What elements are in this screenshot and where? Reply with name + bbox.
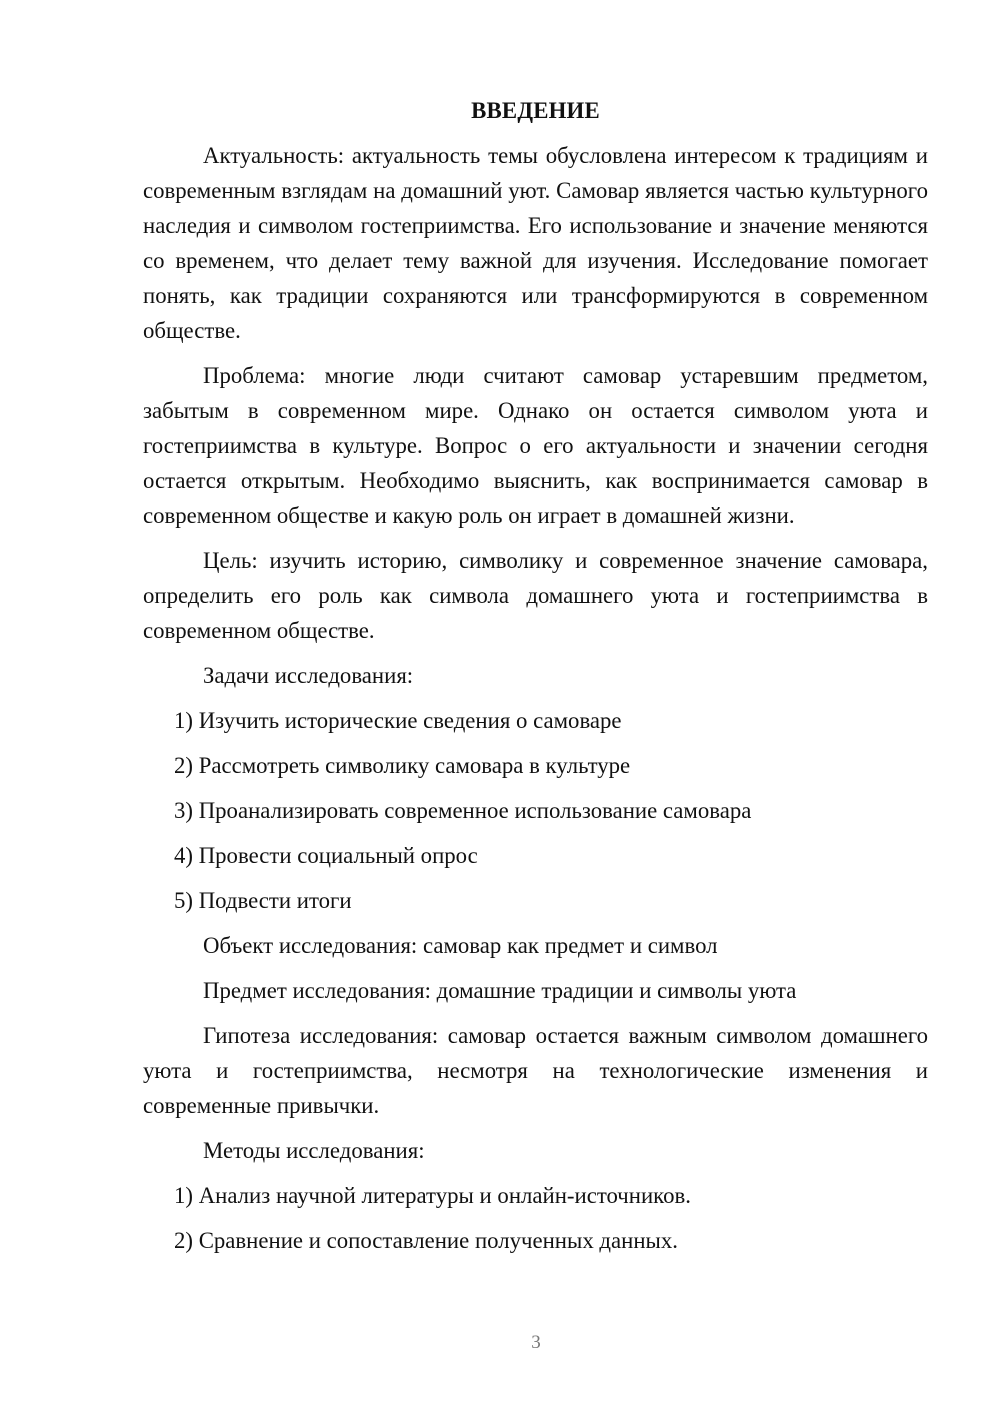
document-body [143,93,928,1268]
section-title: ВВЕДЕНИЕ [471,98,600,123]
goal-paragraph: Цель: изучить историю, символику и современное значение самовара, определить его роль как символа домашнего уюта и гостеприимства в современном обществе. [143,548,928,643]
object-line: Объект исследования: самовар как предмет и символ [203,933,718,958]
list-item: 3) Проанализировать современное использование самовара [174,798,752,823]
tasks-heading: Задачи исследования: [203,663,414,688]
methods-heading: Методы исследования: [203,1138,425,1163]
problem-paragraph: Проблема: многие люди считают самовар устаревшим предметом, забытым в современном мире. Однако он остается символом уюта и гостеприимства в культуре. Вопрос о его актуальности и значении сегодня остается открытым. Необходимо выяснить, как воспринимается самовар в современном обществе и какую роль он играет в домашней жизни. [143,363,928,528]
subject-line: Предмет исследования: домашние традиции и символы уюта [203,978,797,1003]
methods-list [143,1178,928,1258]
list-item: 4) Провести социальный опрос [174,843,478,868]
relevance-paragraph: Актуальность: актуальность темы обусловлена интересом к традициям и современным взглядам на домашний уют. Самовар является частью культурного наследия и символом гостеприимства. Его использование и значение меняются со временем, что делает тему важной для изучения. Исследование помогает понять, как традиции сохраняются или трансформируются в современном обществе. [143,143,928,343]
list-item: 1) Анализ научной литературы и онлайн-источников. [174,1183,691,1208]
tasks-list [143,703,928,918]
list-item: 5) Подвести итоги [174,888,352,913]
list-item: 1) Изучить исторические сведения о самоваре [174,708,622,733]
list-item: 2) Сравнение и сопоставление полученных данных. [174,1228,678,1253]
page-number: 3 [531,1332,541,1353]
list-item: 2) Рассмотреть символику самовара в культуре [174,753,631,778]
hypothesis-paragraph: Гипотеза исследования: самовар остается важным символом домашнего уюта и гостеприимства, несмотря на технологические изменения и современные привычки. [143,1023,928,1118]
